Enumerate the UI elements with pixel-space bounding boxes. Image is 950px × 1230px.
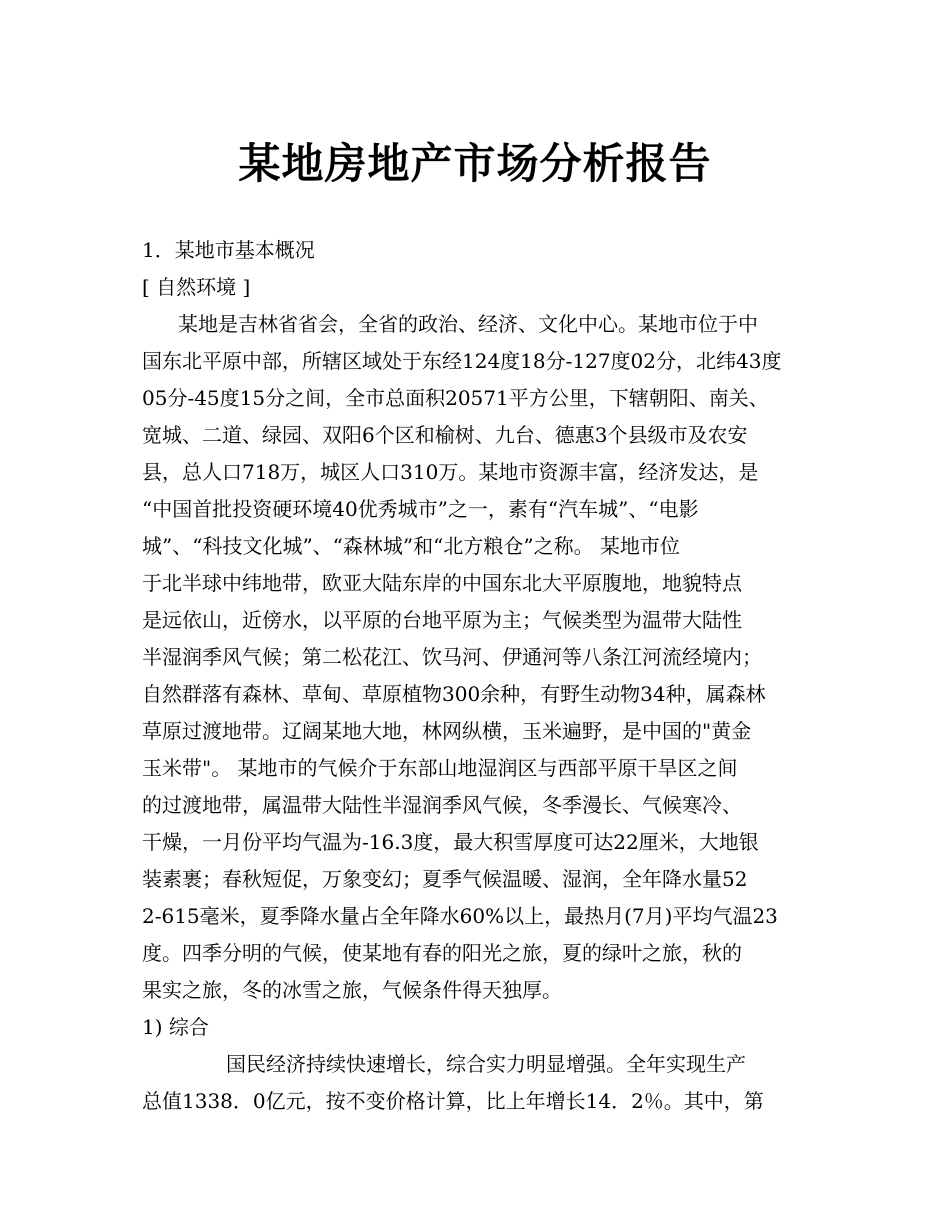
paragraph-line: 某地是吉林省省会，全省的政治、经济、文化中心。某地市位于中 <box>178 312 758 336</box>
paragraph-line: 装素裹；春秋短促，万象变幻；夏季气候温暖、湿润，全年降水量52 <box>142 867 748 891</box>
paragraph-line: 玉米带"。 某地市的气候介于东部山地湿润区与西部平原干旱区之间 <box>142 756 738 780</box>
paragraph-line: 自然群落有森林、草甸、草原植物300余种，有野生动物34种，属森林 <box>142 682 766 706</box>
paragraph-line: 国东北平原中部，所辖区域处于东经124度18分-127度02分，北纬43度 <box>142 349 782 373</box>
paragraph-line: 的过渡地带，属温带大陆性半湿润季风气候，冬季漫长、气候寒冷、 <box>142 793 742 817</box>
paragraph-line: 于北半球中纬地带，欧亚大陆东岸的中国东北大平原腹地，地貌特点 <box>142 571 742 595</box>
paragraph-line: 县，总人口718万，城区人口310万。某地市资源丰富，经济发达，是 <box>142 460 759 484</box>
paragraph-line: 总值1338．0亿元，按不变价格计算，比上年增长14．2％。其中，第 <box>142 1089 764 1113</box>
paragraph-line: 草原过渡地带。辽阔某地大地，林网纵横，玉米遍野，是中国的"黄金 <box>142 719 752 743</box>
paragraph-line: 2-615毫米，夏季降水量占全年降水60%以上，最热月(7月)平均气温23 <box>142 904 778 928</box>
document-title: 某地房地产市场分析报告 <box>238 139 712 188</box>
paragraph-line: 干燥，一月份平均气温为-16.3度，最大积雪厚度可达22厘米，大地银 <box>142 830 759 854</box>
paragraph-line: 宽城、二道、绿园、双阳6个区和榆树、九台、德惠3个县级市及农安 <box>142 423 748 447</box>
paragraph-line: “中国首批投资硬环境40优秀城市”之一，素有“汽车城”、“电影 <box>142 497 699 521</box>
paragraph-line: 度。四季分明的气候，使某地有春的阳光之旅，夏的绿叶之旅，秋的 <box>142 941 742 965</box>
subsection-heading: [ 自然环境 ] <box>142 275 251 299</box>
paragraph-line: 是远依山，近傍水，以平原的台地平原为主；气候类型为温带大陆性 <box>142 608 742 632</box>
paragraph-line: 城”、“科技文化城”、“森林城”和“北方粮仓”之称。 某地市位 <box>142 534 680 558</box>
section-heading: 1．某地市基本概况 <box>142 238 315 262</box>
subsection-heading: 1) 综合 <box>142 1015 209 1039</box>
paragraph-line: 果实之旅，冬的冰雪之旅，气候条件得天独厚。 <box>142 978 562 1002</box>
paragraph-line: 国民经济持续快速增长，综合实力明显增强。全年实现生产 <box>226 1052 746 1076</box>
paragraph-line: 05分-45度15分之间，全市总面积20571平方公里，下辖朝阳、南关、 <box>142 386 769 410</box>
document-body <box>142 232 810 1120</box>
paragraph-line: 半湿润季风气候；第二松花江、饮马河、伊通河等八条江河流经境内； <box>142 645 762 669</box>
